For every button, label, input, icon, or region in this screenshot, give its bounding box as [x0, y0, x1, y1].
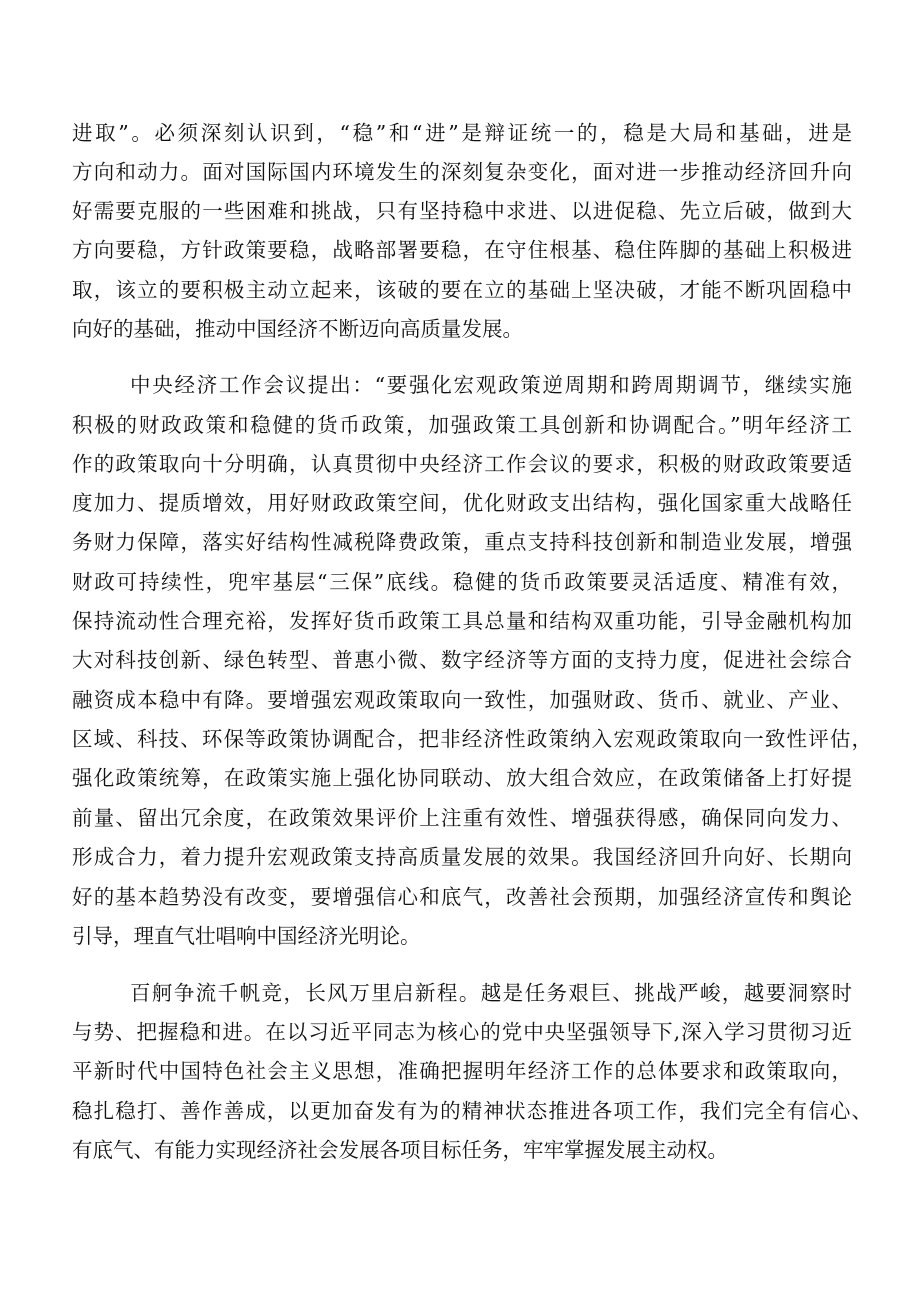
text-line: 与势、把握稳和进。在以习近平同志为核心的党中央坚强领导下,深入学习贯彻习近	[72, 1020, 852, 1044]
text-line: 取，该立的要积极主动立起来，该破的要在立的基础上坚决破，才能不断巩固稳中	[72, 278, 852, 302]
text-line: 积极的财政政策和稳健的货币政策，加强政策工具创新和协调配合。”明年经济工	[72, 413, 852, 437]
text-line: 稳扎稳打、善作善成，以更加奋发有为的精神状态推进各项工作，我们完全有信心、	[72, 1099, 872, 1123]
text-line: 方向要稳，方针政策要稳，战略部署要稳，在守住根基、稳住阵脚的基础上积极进	[72, 238, 852, 262]
text-line: 有底气、有能力实现经济社会发展各项目标任务，牢牢掌握发展主动权。	[72, 1138, 728, 1162]
text-line: 好的基本趋势没有改变，要增强信心和底气，改善社会预期，加强经济宣传和舆论	[72, 885, 852, 909]
text-line: 向好的基础，推动中国经济不断迈向高质量发展。	[72, 317, 523, 341]
text-line: 进取”。必须深刻认识到，“稳”和“进”是辩证统一的，稳是大局和基础，进是	[72, 121, 852, 145]
text-line: 大对科技创新、绿色转型、普惠小微、数字经济等方面的支持力度，促进社会综合	[72, 648, 852, 672]
text-line: 区域、科技、环保等政策协调配合，把非经济性政策纳入宏观政策取向一致性评估，	[72, 727, 872, 751]
text-line: 作的政策取向十分明确，认真贯彻中央经济工作会议的要求，积极的财政政策要适	[72, 452, 852, 476]
text-line: 保持流动性合理充裕，发挥好货币政策工具总量和结构双重功能，引导金融机构加	[72, 609, 852, 633]
text-line: 前量、留出冗余度，在政策效果评价上注重有效性、增强获得感，确保同向发力、	[72, 806, 852, 830]
text-line: 形成合力，着力提升宏观政策支持高质量发展的效果。我国经济回升向好、长期向	[72, 845, 852, 869]
text-line: 好需要克服的一些困难和挑战，只有坚持稳中求进、以进促稳、先立后破，做到大	[72, 199, 852, 223]
text-line: 方向和动力。面对国际国内环境发生的深刻复杂变化，面对进一步推动经济回升向	[72, 160, 852, 184]
text-line: 强化政策统筹，在政策实施上强化协同联动、放大组合效应，在政策储备上打好提	[72, 766, 852, 790]
text-line: 度加力、提质增效，用好财政政策空间，优化财政支出结构，强化国家重大战略任	[72, 491, 852, 515]
text-line: 财政可持续性，兜牢基层“三保”底线。稳健的货币政策要灵活适度、精准有效，	[72, 570, 852, 594]
text-line: 百舸争流千帆竞，长风万里启新程。越是任务艰巨、挑战严峻，越要洞察时	[130, 981, 852, 1005]
text-line: 平新时代中国特色社会主义思想，准确把握明年经济工作的总体要求和政策取向，	[72, 1059, 852, 1083]
text-line: 中央经济工作会议提出：“要强化宏观政策逆周期和跨周期调节，继续实施	[130, 373, 852, 397]
text-line: 引导，理直气壮唱响中国经济光明论。	[72, 924, 421, 948]
text-line: 务财力保障，落实好结构性减税降费政策，重点支持科技创新和制造业发展，增强	[72, 530, 852, 554]
text-line: 融资成本稳中有降。要增强宏观政策取向一致性，加强财政、货币、就业、产业、	[72, 688, 852, 712]
